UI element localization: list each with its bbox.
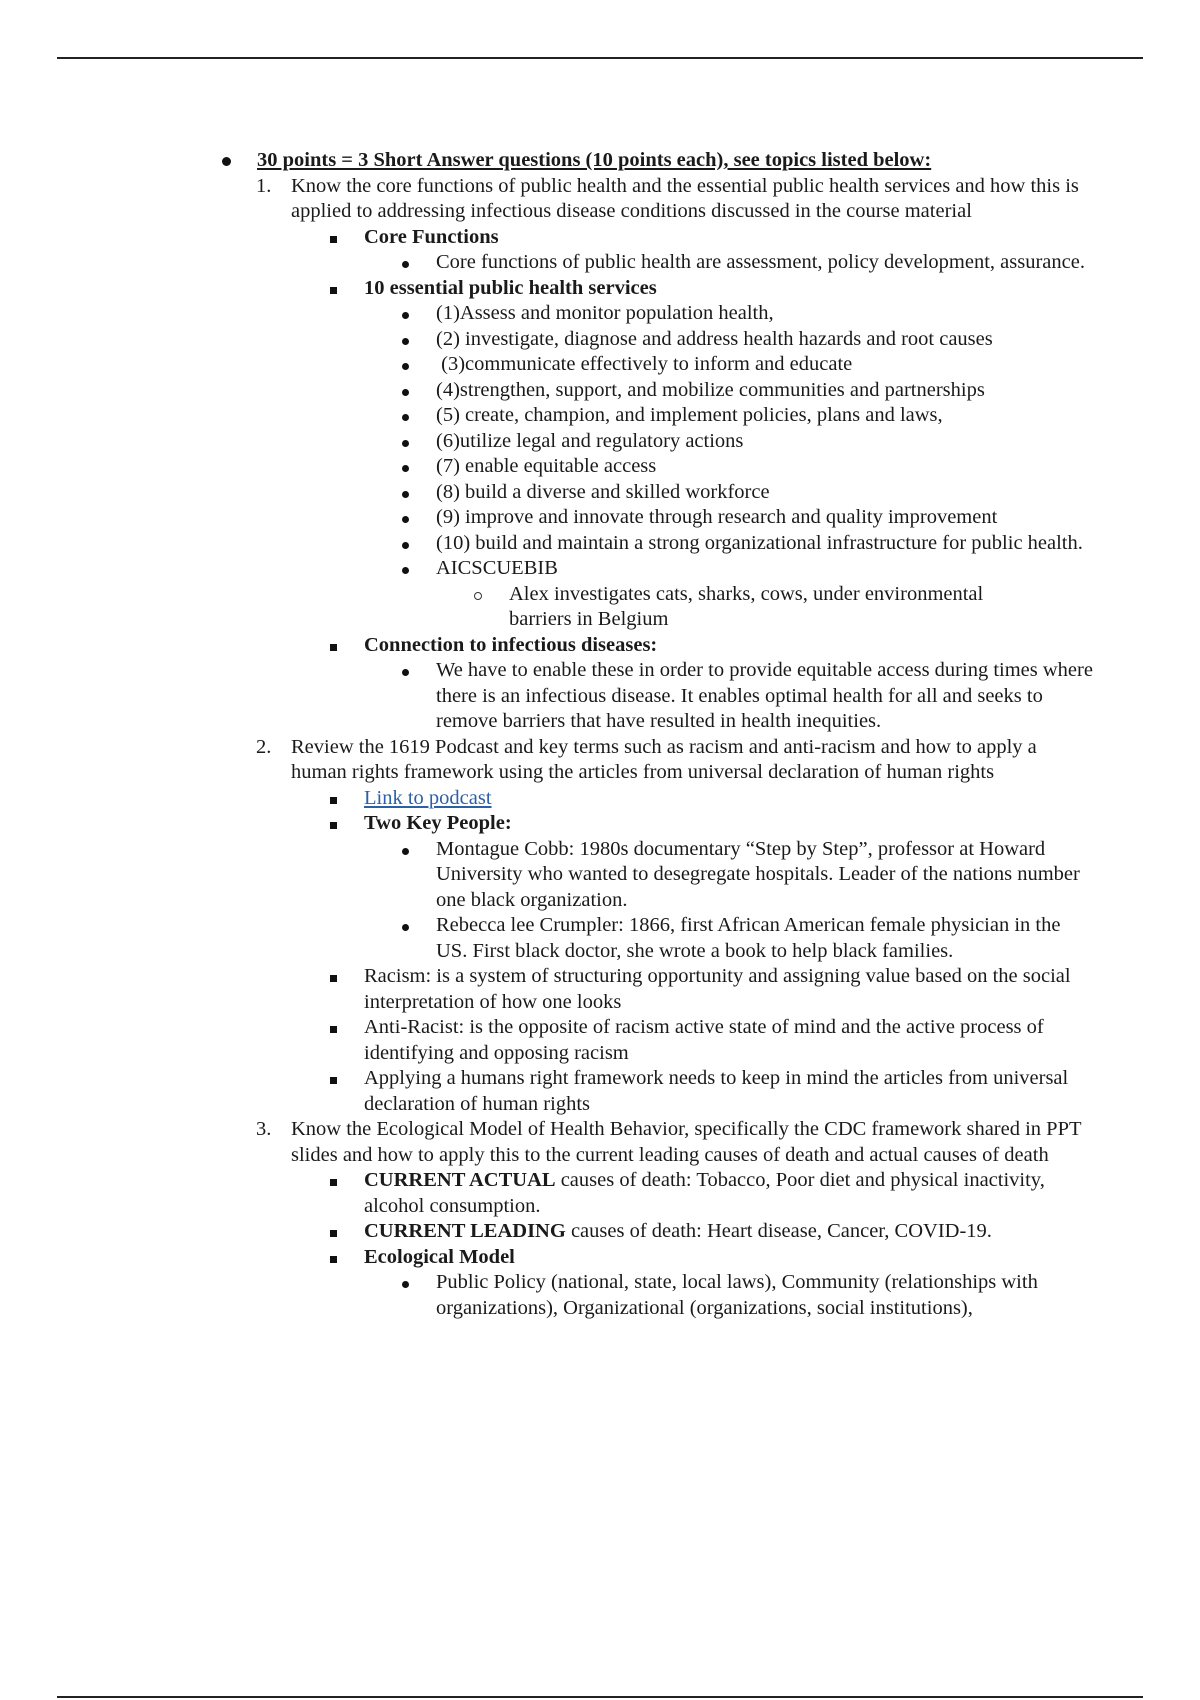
square-bullet-icon <box>330 1077 337 1084</box>
bullet-icon <box>222 157 231 166</box>
question-2 <box>0 735 1200 786</box>
service-item: (6)utilize legal and regulatory actions <box>0 429 1200 455</box>
framework-text: Applying a humans right framework needs to keep in mind the articles from universal declaration of human rights <box>364 1067 1069 1115</box>
bullet-icon <box>402 465 409 472</box>
square-bullet-icon <box>330 1256 337 1263</box>
mnemonic-item <box>0 556 1200 582</box>
square-bullet-icon <box>330 236 337 243</box>
core-functions-label: Core Functions <box>364 225 499 248</box>
list-item <box>0 1168 1200 1219</box>
list-item <box>0 1219 1200 1245</box>
top-rule <box>57 57 1143 59</box>
leading-label: CURRENT LEADING <box>364 1220 566 1242</box>
list-item <box>0 1066 1200 1117</box>
list-item <box>0 1245 1200 1271</box>
person-item: Rebecca lee Crumpler: 1866, first African American female physician in the US. First black doctor, she wrote a book to help black families. <box>0 913 1200 964</box>
square-bullet-icon <box>330 975 337 982</box>
service-item: (4)strengthen, support, and mobilize communities and partnerships <box>0 378 1200 404</box>
list-item <box>0 964 1200 1015</box>
service-item: (7) enable equitable access <box>0 454 1200 480</box>
podcast-link[interactable]: Link to podcast <box>364 786 492 809</box>
list-item <box>0 633 1200 659</box>
bullet-icon <box>402 924 409 931</box>
service-item: (2) investigate, diagnose and address health hazards and root causes <box>0 327 1200 353</box>
bullet-icon <box>402 516 409 523</box>
square-bullet-icon <box>330 797 337 804</box>
bullet-icon <box>402 389 409 396</box>
square-bullet-icon <box>330 822 337 829</box>
leading-text: causes of death: Heart disease, Cancer, COVID-19. <box>565 1220 992 1242</box>
services-label: 10 essential public health services <box>364 276 657 299</box>
bullet-icon <box>402 338 409 345</box>
ecological-label: Ecological Model <box>364 1245 515 1268</box>
person-item: Montague Cobb: 1980s documentary “Step by Step”, professor at Howard University who wanted to desegregate hospitals. Leader of the nations number one black organization. <box>0 837 1200 914</box>
header-text: 30 points = 3 Short Answer questions (10 points each), see topics listed below: <box>257 149 932 171</box>
actual-label: CURRENT ACTUAL <box>364 1169 556 1191</box>
mnemonic-text: Alex investigates cats, sharks, cows, under environmental barriers in Belgium <box>509 582 984 630</box>
bottom-rule <box>57 1696 1143 1698</box>
list-item <box>0 1270 1200 1321</box>
ecological-text: Public Policy (national, state, local laws), Community (relationships with organizations), Organizational (organizations, social institutions), <box>436 1271 1038 1319</box>
actual-text: causes of death: Tobacco, Poor diet and physical inactivity, alcohol consumption. <box>364 1169 1045 1217</box>
question-number: 1. <box>256 174 272 197</box>
service-item: (9) improve and innovate through research and quality improvement <box>0 505 1200 531</box>
list-item <box>0 225 1200 251</box>
bullet-icon <box>402 491 409 498</box>
bullet-icon <box>402 669 409 676</box>
bullet-icon <box>402 440 409 447</box>
square-bullet-icon <box>330 644 337 651</box>
service-item: (10) build and maintain a strong organizational infrastructure for public health. <box>0 531 1200 557</box>
antiracist-definition: Anti-Racist: is the opposite of racism active state of mind and the active process of identifying and opposing racism <box>364 1016 1044 1064</box>
bullet-icon <box>402 1281 409 1288</box>
bullet-icon <box>402 414 409 421</box>
service-item: (5) create, champion, and implement policies, plans and laws, <box>0 403 1200 429</box>
question-number: 2. <box>256 735 272 758</box>
connection-label: Connection to infectious diseases: <box>364 633 658 656</box>
bullet-icon <box>402 363 409 370</box>
bullet-icon <box>402 312 409 319</box>
list-item <box>0 811 1200 837</box>
list-item <box>0 582 1200 633</box>
hollow-bullet-icon <box>474 592 482 600</box>
service-item: (1)Assess and monitor population health, <box>0 301 1200 327</box>
document-body <box>0 148 1200 1321</box>
connection-text: We have to enable these in order to provide equitable access during times where there is an infectious disease. It enables optimal health for all and seeks to remove barriers that have resulted in health inequities. <box>436 659 1093 732</box>
core-functions-text: Core functions of public health are assessment, policy development, assurance. <box>436 251 1085 273</box>
list-item <box>0 250 1200 276</box>
bullet-icon <box>402 542 409 549</box>
bullet-icon <box>402 567 409 574</box>
question-3 <box>0 1117 1200 1168</box>
square-bullet-icon <box>330 1179 337 1186</box>
list-item <box>0 658 1200 735</box>
question-1 <box>0 174 1200 225</box>
question-number: 3. <box>256 1118 272 1140</box>
racism-definition: Racism: is a system of structuring opportunity and assigning value based on the social interpretation of how one looks <box>364 965 1071 1013</box>
list-item <box>0 786 1200 812</box>
bullet-icon <box>402 261 409 268</box>
list-item <box>0 276 1200 302</box>
section-header <box>0 148 1200 174</box>
square-bullet-icon <box>330 287 337 294</box>
key-people-label: Two Key People: <box>364 812 512 834</box>
bullet-icon <box>402 848 409 855</box>
service-item: (3)communicate effectively to inform and educate <box>0 352 1200 378</box>
question-text: Know the core functions of public health and the essential public health services and how this is applied to addressing infectious disease conditions discussed in the course material <box>291 174 1079 222</box>
list-item <box>0 1015 1200 1066</box>
square-bullet-icon <box>330 1230 337 1237</box>
square-bullet-icon <box>330 1026 337 1033</box>
mnemonic-label: AICSCUEBIB <box>436 557 558 579</box>
question-text: Know the Ecological Model of Health Behavior, specifically the CDC framework shared in PPT slides and how to apply this to the current leading causes of death and actual causes of death <box>291 1118 1082 1166</box>
service-item: (8) build a diverse and skilled workforce <box>0 480 1200 506</box>
question-text: Review the 1619 Podcast and key terms such as racism and anti-racism and how to apply a human rights framework using the articles from universal declaration of human rights <box>291 735 1037 783</box>
